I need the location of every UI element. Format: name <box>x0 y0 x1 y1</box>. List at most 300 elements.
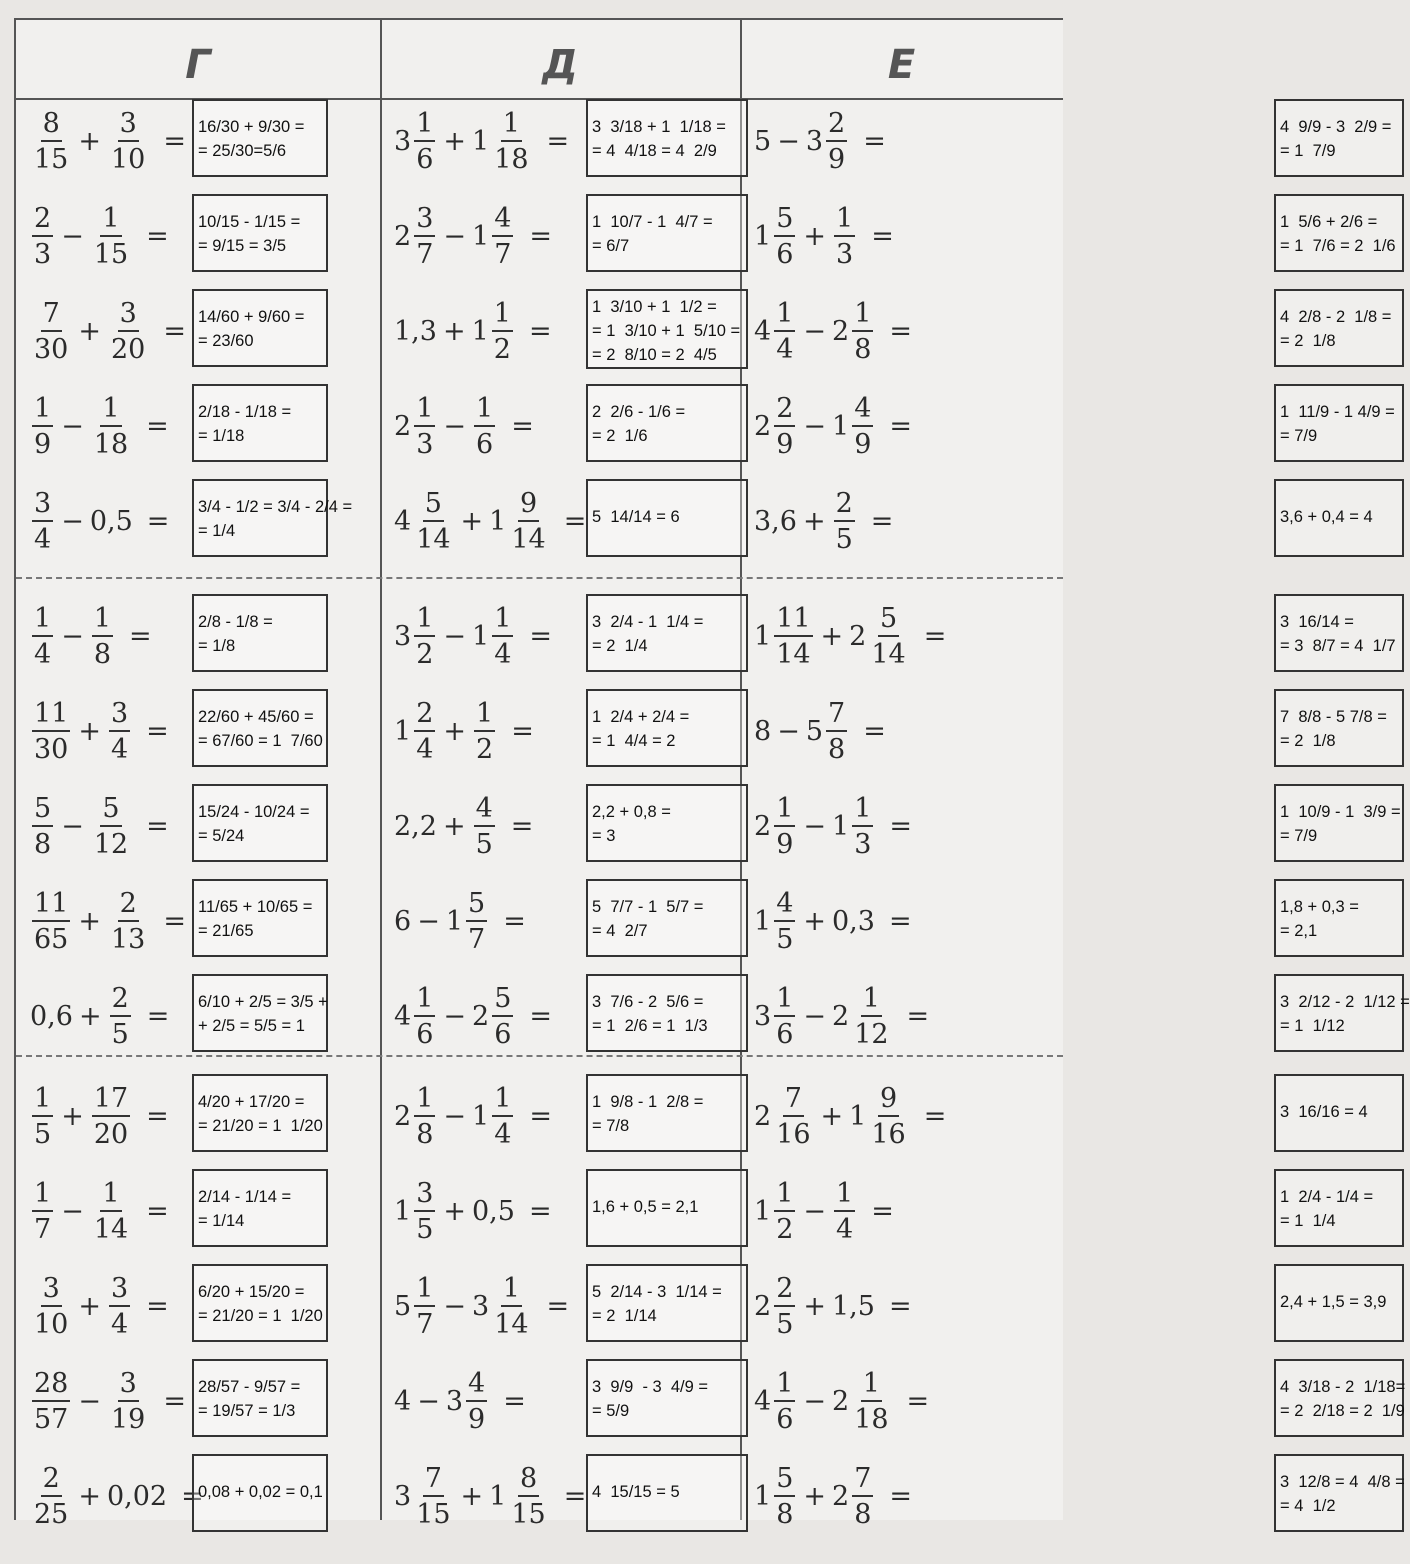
fraction <box>414 1272 435 1340</box>
operator: + <box>803 1290 826 1322</box>
operator: − <box>803 1000 826 1032</box>
answer-box: 4 3/18 - 2 1/18= = 2 2/18 = 2 1/9 <box>1274 1359 1404 1437</box>
fraction <box>826 697 847 765</box>
fraction <box>92 1177 130 1245</box>
fraction-numerator: 2 <box>414 700 435 732</box>
answer-box: 16/30 + 9/30 = = 25/30=5/6 <box>192 99 328 177</box>
exercise-expression <box>394 190 558 282</box>
answer-box: 3 3/18 + 1 1/18 = = 4 4/18 = 4 2/9 <box>586 99 748 177</box>
fraction <box>32 792 53 860</box>
fraction <box>474 697 495 765</box>
fraction-numerator: 3 <box>414 205 435 237</box>
fraction-denominator: 2 <box>416 638 434 670</box>
fraction-denominator: 7 <box>494 238 512 270</box>
exercise-expression <box>754 780 918 872</box>
operator: + <box>78 1000 102 1032</box>
fraction-numerator: 2 <box>41 1465 62 1497</box>
fraction <box>466 887 487 955</box>
number-term: 2,2 <box>394 810 437 842</box>
number-term: 0,5 <box>89 505 133 537</box>
mixed-number-whole: 1 <box>832 810 850 842</box>
mixed-number-whole: 1 <box>489 505 507 537</box>
mixed-number-whole: 2 <box>754 1100 772 1132</box>
fraction-denominator: 4 <box>494 638 512 670</box>
exercise-expression <box>754 1070 952 1162</box>
exercise-expression <box>30 380 175 472</box>
fraction-denominator: 8 <box>93 638 111 670</box>
fraction <box>774 297 795 365</box>
exercise-expression <box>394 780 539 872</box>
fraction-denominator: 9 <box>776 428 794 460</box>
exercise-expression <box>754 285 918 377</box>
fraction-denominator: 9 <box>34 428 52 460</box>
answer-box: 2 2/6 - 1/6 = = 2 1/6 <box>586 384 748 462</box>
fraction-numerator: 5 <box>492 985 513 1017</box>
fraction-denominator: 5 <box>475 828 493 860</box>
answer-box: 3 2/4 - 1 1/4 = = 2 1/4 <box>586 594 748 672</box>
fraction-numerator: 4 <box>466 1370 487 1402</box>
fraction <box>32 602 53 670</box>
equals-sign: = <box>529 620 552 652</box>
fraction-numerator: 5 <box>774 1465 795 1497</box>
fraction-denominator: 7 <box>34 1213 52 1245</box>
fraction-denominator: 4 <box>836 1213 854 1245</box>
answer-box: 2/8 - 1/8 = = 1/8 <box>192 594 328 672</box>
fraction <box>109 887 147 955</box>
fraction-denominator: 4 <box>110 1308 129 1340</box>
answer-box: 5 7/7 - 1 5/7 = = 4 2/7 <box>586 879 748 957</box>
fraction-numerator: 1 <box>414 110 435 142</box>
operator: + <box>78 125 101 157</box>
fraction <box>414 697 435 765</box>
equals-sign: = <box>503 905 526 937</box>
exercise-expression <box>30 475 175 567</box>
mixed-number-whole: 3 <box>472 1290 490 1322</box>
equals-sign: = <box>529 1100 552 1132</box>
exercise-expression <box>754 1165 900 1257</box>
fraction <box>32 202 53 270</box>
mixed-number-whole: 1 <box>472 1100 490 1132</box>
fraction <box>32 887 70 955</box>
fraction-denominator: 7 <box>416 1308 434 1340</box>
answer-box: 1 10/9 - 1 3/9 = = 7/9 <box>1274 784 1404 862</box>
fraction-denominator: 8 <box>828 733 846 765</box>
answer-box: 11/65 + 10/65 = = 21/65 <box>192 879 328 957</box>
fraction-denominator: 6 <box>776 1403 794 1435</box>
answer-box: 14/60 + 9/60 = = 23/60 <box>192 289 328 367</box>
exercise-expression <box>754 685 892 777</box>
equals-sign: = <box>888 1290 912 1322</box>
fraction-denominator: 30 <box>34 333 69 365</box>
exercise-expression <box>754 380 918 472</box>
exercise-expression <box>754 190 900 282</box>
exercise-expression <box>30 285 192 377</box>
answer-box: 1 2/4 + 2/4 = = 1 4/4 = 2 <box>586 689 748 767</box>
equals-sign: = <box>906 1385 930 1417</box>
fraction-denominator: 2 <box>493 333 511 365</box>
fraction <box>474 792 495 860</box>
fraction-denominator: 8 <box>854 333 872 365</box>
number-term: 1,5 <box>832 1290 875 1322</box>
fraction-numerator: 3 <box>118 1370 139 1402</box>
fraction-denominator: 15 <box>93 238 129 270</box>
operator: − <box>61 220 84 252</box>
number-term: 3,6 <box>754 505 797 537</box>
fraction-denominator: 12 <box>93 828 129 860</box>
answer-box: 3/4 - 1/2 = 3/4 - 2/4 = = 1/4 <box>192 479 328 557</box>
fraction-denominator: 14 <box>776 638 811 670</box>
fraction-denominator: 6 <box>494 1018 512 1050</box>
fraction-numerator: 9 <box>878 1085 899 1117</box>
answer-box: 1 3/10 + 1 1/2 = = 1 3/10 + 1 5/10 = = 2 8/10 = 2 4/5 <box>586 289 748 369</box>
fraction-denominator: 6 <box>776 1018 794 1050</box>
operator: + <box>442 315 466 347</box>
fraction-denominator: 14 <box>494 1308 529 1340</box>
fraction-denominator: 7 <box>468 923 486 955</box>
answer-box: 3 16/14 = = 3 8/7 = 4 1/7 <box>1274 594 1404 672</box>
fraction <box>414 602 435 670</box>
fraction <box>109 297 147 365</box>
fraction <box>414 1177 435 1245</box>
fraction <box>32 392 53 460</box>
operator: − <box>803 810 826 842</box>
operator: − <box>61 410 84 442</box>
worksheet <box>14 18 1410 1530</box>
fraction-numerator: 11 <box>32 700 70 732</box>
fraction <box>852 792 873 860</box>
fraction <box>774 1462 795 1530</box>
exercise-expression <box>30 1260 175 1352</box>
fraction <box>774 887 795 955</box>
fraction-denominator: 5 <box>776 923 794 955</box>
column-header-d: Д <box>542 42 578 88</box>
exercise-expression <box>394 1165 558 1257</box>
operator: − <box>443 220 466 252</box>
fraction <box>852 297 873 365</box>
exercise-expression <box>30 190 175 282</box>
answer-box: 3,6 + 0,4 = 4 <box>1274 479 1404 557</box>
fraction <box>774 1367 795 1435</box>
answer-box: 28/57 - 9/57 = = 19/57 = 1/3 <box>192 1359 328 1437</box>
exercise-expression <box>394 1070 558 1162</box>
fraction-numerator: 1 <box>414 605 435 637</box>
operator: − <box>803 1385 826 1417</box>
fraction-denominator: 9 <box>776 828 794 860</box>
answer-box: 2,2 + 0,8 = = 3 <box>586 784 748 862</box>
fraction <box>92 792 130 860</box>
fraction-denominator: 30 <box>34 733 69 765</box>
answer-box: 2/14 - 1/14 = = 1/14 <box>192 1169 328 1247</box>
fraction-numerator: 1 <box>492 605 513 637</box>
equals-sign: = <box>146 1290 169 1322</box>
fraction <box>774 602 812 670</box>
operator: + <box>460 1480 484 1512</box>
exercise-expression <box>754 970 935 1062</box>
equals-sign: = <box>546 1290 570 1322</box>
fraction-denominator: 16 <box>871 1118 906 1150</box>
operator: + <box>803 220 826 252</box>
fraction-denominator: 8 <box>416 1118 434 1150</box>
fraction <box>774 1272 795 1340</box>
fraction <box>852 1462 873 1530</box>
mixed-number-whole: 1 <box>394 1195 412 1227</box>
exercise-expression <box>30 875 192 967</box>
fraction <box>92 202 130 270</box>
fraction-denominator: 57 <box>34 1403 69 1435</box>
fraction <box>32 487 53 555</box>
fraction-numerator: 2 <box>774 1275 795 1307</box>
section-divider-1 <box>16 577 1063 579</box>
equals-sign: = <box>146 1195 169 1227</box>
fraction-denominator: 14 <box>93 1213 129 1245</box>
fraction <box>852 1367 890 1435</box>
equals-sign: = <box>511 715 534 747</box>
fraction-numerator: 4 <box>774 890 795 922</box>
exercise-expression <box>754 875 918 967</box>
equals-sign: = <box>146 410 169 442</box>
fraction <box>774 392 795 460</box>
fraction <box>32 107 70 175</box>
answer-box: 1 11/9 - 1 4/9 = = 7/9 <box>1274 384 1404 462</box>
fraction-numerator: 7 <box>783 1085 804 1117</box>
equals-sign: = <box>529 220 552 252</box>
equals-sign: = <box>163 905 186 937</box>
mixed-number-whole: 3 <box>394 1480 412 1512</box>
fraction <box>414 487 452 555</box>
equals-sign: = <box>528 1195 552 1227</box>
fraction-numerator: 1 <box>492 300 513 332</box>
equals-sign: = <box>146 810 169 842</box>
mixed-number-whole: 1 <box>754 620 772 652</box>
fraction-numerator: 5 <box>32 795 53 827</box>
operator: + <box>803 1480 826 1512</box>
fraction-denominator: 19 <box>110 1403 146 1435</box>
fraction-denominator: 3 <box>34 238 52 270</box>
mixed-number-whole: 4 <box>394 1000 412 1032</box>
fraction-denominator: 18 <box>854 1403 889 1435</box>
equals-sign: = <box>510 810 534 842</box>
answer-box: 1 2/4 - 1/4 = = 1 1/4 <box>1274 1169 1404 1247</box>
exercise-expression <box>30 1450 210 1542</box>
exercise-expression <box>30 780 175 872</box>
fraction-denominator: 4 <box>494 1118 512 1150</box>
mixed-number-whole: 1 <box>832 410 850 442</box>
fraction-denominator: 5 <box>111 1018 129 1050</box>
fraction-numerator: 1 <box>774 1370 795 1402</box>
fraction-numerator: 3 <box>118 110 139 142</box>
answer-box: 4 2/8 - 2 1/8 = = 2 1/8 <box>1274 289 1404 367</box>
fraction <box>109 1272 130 1340</box>
fraction-numerator: 8 <box>518 1465 539 1497</box>
fraction <box>509 1462 547 1530</box>
fraction-numerator: 1 <box>774 300 795 332</box>
equals-sign: = <box>923 620 947 652</box>
fraction-denominator: 12 <box>854 1018 889 1050</box>
operator: + <box>443 1195 466 1227</box>
mixed-number-whole: 3 <box>805 125 823 157</box>
answer-box: 0,08 + 0,02 = 0,1 <box>192 1454 328 1532</box>
fraction-numerator: 7 <box>826 700 847 732</box>
answer-box: 1,6 + 0,5 = 2,1 <box>586 1169 748 1247</box>
fraction-numerator: 1 <box>414 1275 435 1307</box>
operator: + <box>61 1100 84 1132</box>
fraction-numerator: 1 <box>100 395 121 427</box>
answer-box: 4 15/15 = 5 <box>586 1454 748 1532</box>
exercise-expression <box>30 590 158 682</box>
fraction-numerator: 1 <box>414 395 435 427</box>
fraction-numerator: 5 <box>878 605 899 637</box>
fraction-denominator: 20 <box>93 1118 129 1150</box>
number-term: 4 <box>394 1385 412 1417</box>
operator: + <box>78 315 101 347</box>
fraction-denominator: 4 <box>110 733 129 765</box>
answer-box: 4 9/9 - 3 2/9 = = 1 7/9 <box>1274 99 1404 177</box>
fraction-numerator: 1 <box>852 300 873 332</box>
equals-sign: = <box>146 1000 170 1032</box>
operator: − <box>803 315 826 347</box>
mixed-number-whole: 5 <box>805 715 823 747</box>
fraction <box>492 1272 530 1340</box>
fraction-numerator: 1 <box>32 395 53 427</box>
answer-box: 6/20 + 15/20 = = 21/20 = 1 1/20 <box>192 1264 328 1342</box>
fraction <box>32 1367 70 1435</box>
exercise-expression <box>394 1355 532 1447</box>
fraction-numerator: 7 <box>423 1465 444 1497</box>
fraction-denominator: 5 <box>416 1213 434 1245</box>
fraction-numerator: 1 <box>100 1180 121 1212</box>
mixed-number-whole: 3 <box>394 125 412 157</box>
fraction-denominator: 16 <box>776 1118 811 1150</box>
operator: − <box>443 1100 466 1132</box>
fraction <box>834 1177 855 1245</box>
equals-sign: = <box>863 125 886 157</box>
fraction-denominator: 18 <box>494 143 529 175</box>
fraction-numerator: 4 <box>852 395 873 427</box>
fraction <box>414 107 435 175</box>
exercise-expression <box>754 95 892 187</box>
fraction <box>32 297 70 365</box>
mixed-number-whole: 2 <box>754 1290 772 1322</box>
equals-sign: = <box>181 1480 204 1512</box>
fraction-denominator: 7 <box>416 238 434 270</box>
fraction-denominator: 15 <box>34 143 69 175</box>
fraction-denominator: 5 <box>835 523 853 555</box>
mixed-number-whole: 1 <box>849 1100 867 1132</box>
fraction <box>32 697 70 765</box>
exercise-expression <box>394 285 558 377</box>
answer-box: 3 2/12 - 2 1/12 = = 1 1/12 <box>1274 974 1404 1052</box>
fraction <box>109 697 130 765</box>
fraction-denominator: 6 <box>416 1018 434 1050</box>
exercise-expression <box>30 1070 175 1162</box>
fraction-numerator: 1 <box>861 1370 882 1402</box>
answer-box: 5 2/14 - 3 1/14 = = 2 1/14 <box>586 1264 748 1342</box>
fraction-numerator: 1 <box>32 605 53 637</box>
operator: − <box>61 1195 84 1227</box>
mixed-number-whole: 1 <box>489 1480 507 1512</box>
mixed-number-whole: 3 <box>754 1000 772 1032</box>
operator: + <box>78 905 101 937</box>
fraction-denominator: 9 <box>828 143 846 175</box>
fraction-denominator: 25 <box>34 1498 69 1530</box>
fraction-numerator: 5 <box>423 490 444 522</box>
answer-box: 3 12/8 = 4 4/8 = = 4 1/2 <box>1274 1454 1404 1532</box>
mixed-number-whole: 5 <box>394 1290 412 1322</box>
fraction-numerator: 1 <box>474 395 495 427</box>
mixed-number-whole: 2 <box>832 315 850 347</box>
fraction-numerator: 11 <box>32 890 70 922</box>
equals-sign: = <box>863 715 886 747</box>
fraction <box>869 1082 907 1150</box>
operator: − <box>443 620 466 652</box>
mixed-number-whole: 2 <box>394 1100 412 1132</box>
equals-sign: = <box>871 220 894 252</box>
equals-sign: = <box>563 1480 587 1512</box>
fraction-numerator: 5 <box>466 890 487 922</box>
number-term: 5 <box>754 125 772 157</box>
fraction-denominator: 9 <box>854 428 872 460</box>
fraction <box>32 1462 70 1530</box>
answer-box: 7 8/8 - 5 7/8 = = 2 1/8 <box>1274 689 1404 767</box>
fraction-numerator: 5 <box>774 205 795 237</box>
fraction <box>466 1367 487 1435</box>
fraction-denominator: 15 <box>511 1498 546 1530</box>
exercise-expression <box>30 685 175 777</box>
equals-sign: = <box>129 620 152 652</box>
fraction <box>774 202 795 270</box>
mixed-number-whole: 4 <box>394 505 412 537</box>
equals-sign: = <box>529 1000 552 1032</box>
fraction <box>92 392 130 460</box>
operator: − <box>777 125 800 157</box>
number-term: 0,3 <box>832 905 875 937</box>
fraction-numerator: 3 <box>118 300 139 332</box>
exercise-expression <box>30 970 175 1062</box>
fraction <box>32 1177 53 1245</box>
operator: − <box>61 620 84 652</box>
mixed-number-whole: 1 <box>754 1195 772 1227</box>
fraction-numerator: 1 <box>32 1180 53 1212</box>
mixed-number-whole: 2 <box>832 1480 850 1512</box>
answer-box: 1,8 + 0,3 = = 2,1 <box>1274 879 1404 957</box>
fraction-denominator: 3 <box>416 428 434 460</box>
mixed-number-whole: 2 <box>394 220 412 252</box>
mixed-number-whole: 1 <box>472 125 490 157</box>
fraction-numerator: 7 <box>852 1465 873 1497</box>
fraction-numerator: 3 <box>109 700 130 732</box>
answer-box: 2/18 - 1/18 = = 1/18 <box>192 384 328 462</box>
exercise-expression <box>394 1450 592 1542</box>
answer-box: 5 14/14 = 6 <box>586 479 748 557</box>
equals-sign: = <box>923 1100 947 1132</box>
number-term: 0,6 <box>30 1000 73 1032</box>
column-divider-1 <box>380 20 382 1520</box>
fraction <box>869 602 907 670</box>
fraction-numerator: 2 <box>774 395 795 427</box>
fraction-numerator: 1 <box>861 985 882 1017</box>
equals-sign: = <box>871 1195 894 1227</box>
answer-box: 15/24 - 10/24 = = 5/24 <box>192 784 328 862</box>
mixed-number-whole: 2 <box>754 410 772 442</box>
answer-box: 3 16/16 = 4 <box>1274 1074 1404 1152</box>
fraction-denominator: 8 <box>34 828 52 860</box>
answer-box: 6/10 + 2/5 = 3/5 + + 2/5 = 5/5 = 1 <box>192 974 328 1052</box>
mixed-number-whole: 1 <box>394 715 412 747</box>
fraction-numerator: 7 <box>41 300 62 332</box>
operator: + <box>460 505 484 537</box>
exercise-expression <box>754 1355 935 1447</box>
mixed-number-whole: 2 <box>754 810 772 842</box>
